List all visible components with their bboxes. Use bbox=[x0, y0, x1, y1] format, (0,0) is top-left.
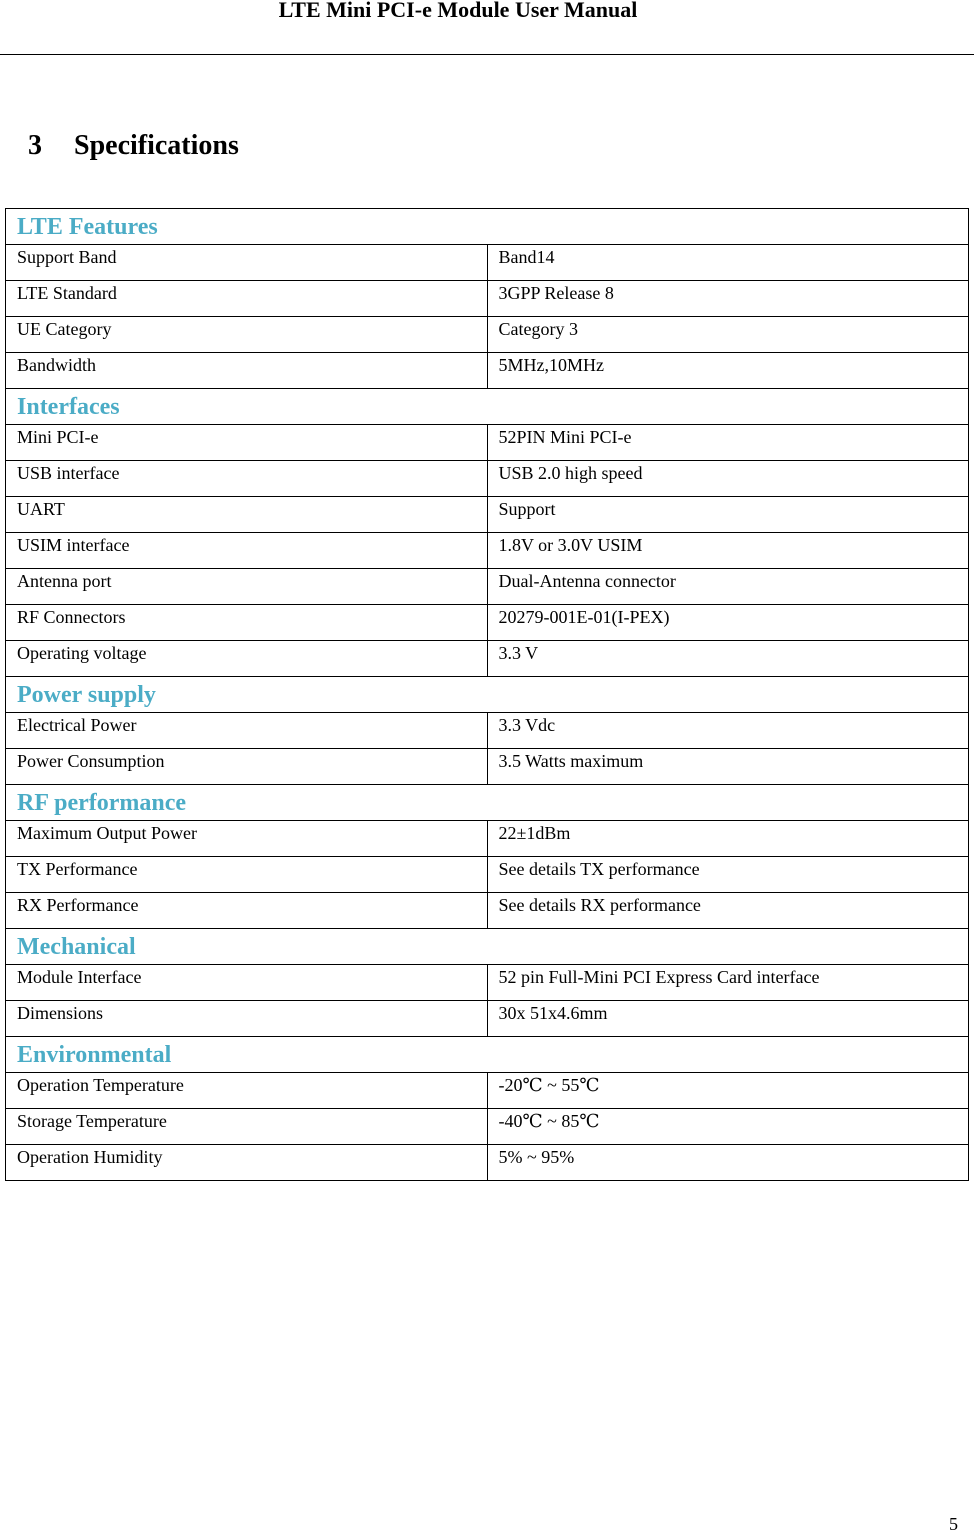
spec-key: RF Connectors bbox=[6, 605, 488, 641]
table-row bbox=[6, 497, 969, 533]
group-row bbox=[6, 677, 969, 713]
table-row bbox=[6, 461, 969, 497]
group-row bbox=[6, 389, 969, 425]
table-row bbox=[6, 425, 969, 461]
spec-value: 52 pin Full-Mini PCI Express Card interface bbox=[487, 965, 969, 1001]
group-row bbox=[6, 929, 969, 965]
spec-value: 3.5 Watts maximum bbox=[487, 749, 969, 785]
table-row bbox=[6, 1073, 969, 1109]
group-heading: Mechanical bbox=[6, 929, 969, 965]
spec-key: Operating voltage bbox=[6, 641, 488, 677]
specifications-table bbox=[5, 208, 969, 1181]
spec-value: -20℃ ~ 55℃ bbox=[487, 1073, 969, 1109]
table-row bbox=[6, 893, 969, 929]
table-row bbox=[6, 965, 969, 1001]
group-row bbox=[6, 785, 969, 821]
table-row bbox=[6, 533, 969, 569]
table-row bbox=[6, 749, 969, 785]
spec-value: 3GPP Release 8 bbox=[487, 281, 969, 317]
table-row bbox=[6, 1109, 969, 1145]
table-row bbox=[6, 641, 969, 677]
spec-value: Dual-Antenna connector bbox=[487, 569, 969, 605]
spec-key: Mini PCI-e bbox=[6, 425, 488, 461]
table-row bbox=[6, 821, 969, 857]
group-heading: RF performance bbox=[6, 785, 969, 821]
table-row bbox=[6, 1001, 969, 1037]
group-row bbox=[6, 209, 969, 245]
spec-key: LTE Standard bbox=[6, 281, 488, 317]
group-row bbox=[6, 1037, 969, 1073]
spec-key: Maximum Output Power bbox=[6, 821, 488, 857]
group-heading: Power supply bbox=[6, 677, 969, 713]
page-number: 5 bbox=[949, 1514, 958, 1534]
table-row bbox=[6, 569, 969, 605]
spec-key: TX Performance bbox=[6, 857, 488, 893]
spec-value: 20279-001E-01(I-PEX) bbox=[487, 605, 969, 641]
spec-value: 5MHz,10MHz bbox=[487, 353, 969, 389]
spec-value: Support bbox=[487, 497, 969, 533]
spec-value: See details RX performance bbox=[487, 893, 969, 929]
group-heading: LTE Features bbox=[6, 209, 969, 245]
table-row bbox=[6, 1145, 969, 1181]
spec-key: USIM interface bbox=[6, 533, 488, 569]
spec-value: 30x 51x4.6mm bbox=[487, 1001, 969, 1037]
table-row bbox=[6, 605, 969, 641]
table-row bbox=[6, 353, 969, 389]
spec-value: See details TX performance bbox=[487, 857, 969, 893]
spec-value: 52PIN Mini PCI-e bbox=[487, 425, 969, 461]
spec-value: 3.3 V bbox=[487, 641, 969, 677]
spec-key: Bandwidth bbox=[6, 353, 488, 389]
spec-key: Dimensions bbox=[6, 1001, 488, 1037]
spec-value: Band14 bbox=[487, 245, 969, 281]
table-row bbox=[6, 857, 969, 893]
section-number: 3 bbox=[28, 130, 42, 161]
spec-key: RX Performance bbox=[6, 893, 488, 929]
section-heading bbox=[28, 130, 239, 162]
section-title: Specifications bbox=[74, 130, 239, 161]
header-title: LTE Mini PCI-e Module User Manual bbox=[278, 0, 638, 22]
spec-key: USB interface bbox=[6, 461, 488, 497]
table-row bbox=[6, 317, 969, 353]
spec-key: Electrical Power bbox=[6, 713, 488, 749]
spec-key: UE Category bbox=[6, 317, 488, 353]
spec-key: UART bbox=[6, 497, 488, 533]
spec-key: Power Consumption bbox=[6, 749, 488, 785]
spec-key: Operation Temperature bbox=[6, 1073, 488, 1109]
spec-value: 3.3 Vdc bbox=[487, 713, 969, 749]
spec-key: Module Interface bbox=[6, 965, 488, 1001]
spec-key: Support Band bbox=[6, 245, 488, 281]
spec-value: 22±1dBm bbox=[487, 821, 969, 857]
spec-value: -40℃ ~ 85℃ bbox=[487, 1109, 969, 1145]
table-row bbox=[6, 281, 969, 317]
spec-value: 1.8V or 3.0V USIM bbox=[487, 533, 969, 569]
spec-key: Antenna port bbox=[6, 569, 488, 605]
page-header bbox=[0, 0, 974, 55]
spec-key: Operation Humidity bbox=[6, 1145, 488, 1181]
group-heading: Environmental bbox=[6, 1037, 969, 1073]
spec-value: USB 2.0 high speed bbox=[487, 461, 969, 497]
table-row bbox=[6, 713, 969, 749]
spec-key: Storage Temperature bbox=[6, 1109, 488, 1145]
spec-value: Category 3 bbox=[487, 317, 969, 353]
group-heading: Interfaces bbox=[6, 389, 969, 425]
table-row bbox=[6, 245, 969, 281]
spec-value: 5% ~ 95% bbox=[487, 1145, 969, 1181]
